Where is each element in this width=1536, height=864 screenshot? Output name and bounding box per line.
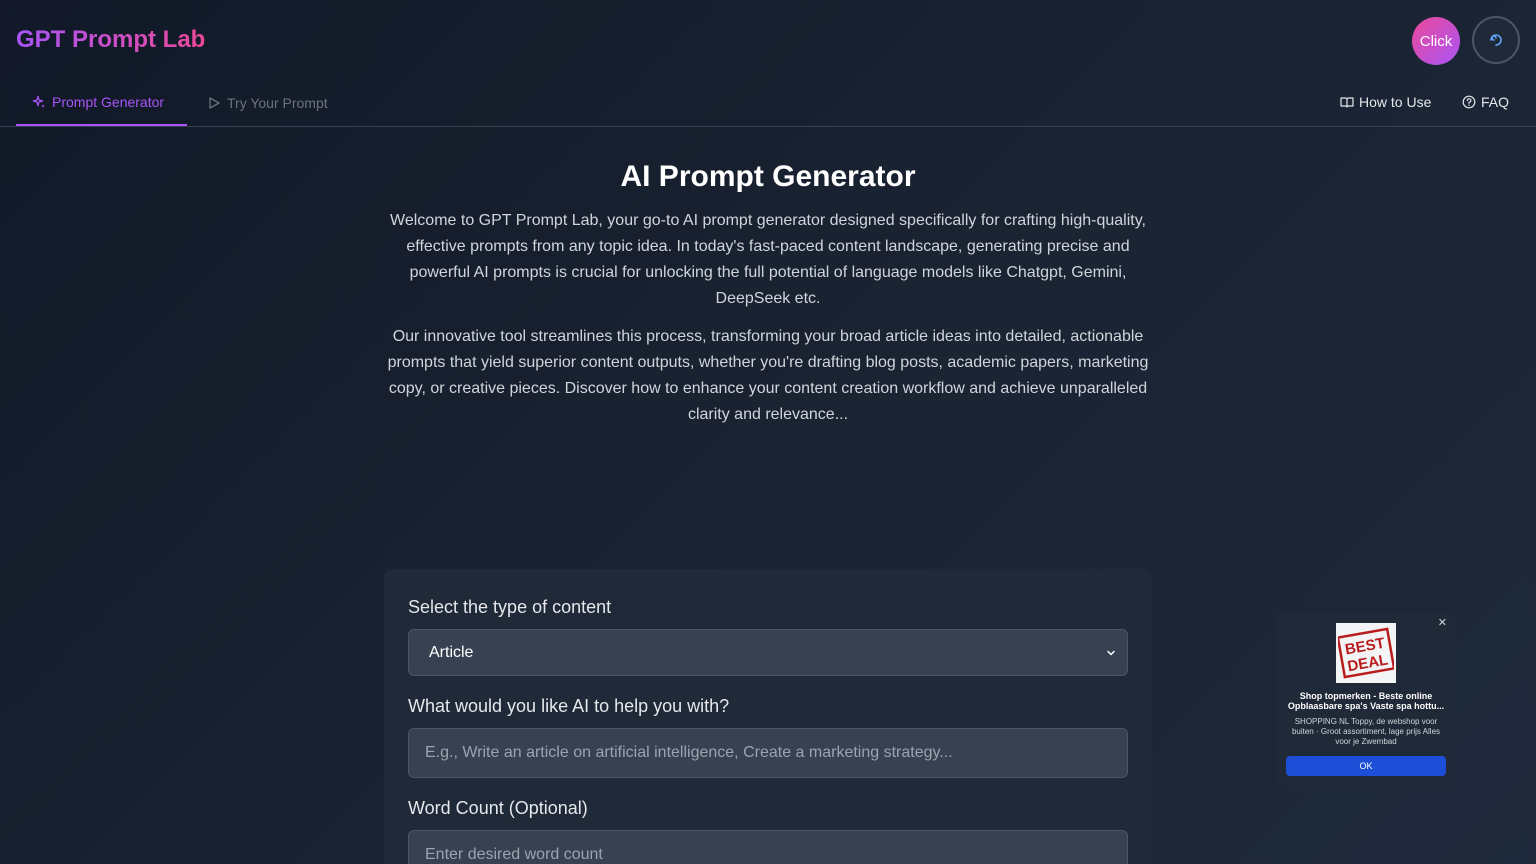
description-paragraph: Our innovative tool streamlines this process, transforming your broad article ideas into detailed, actionable prompts that yield superior content outputs, whether you're drafting blog posts, academic papers, marketing copy, or creative pieces. Discover how to enhance your content creation workflow and achieve unparalleled clarity and relevance... [387,328,1149,423]
ad-title: Shop topmerken - Beste online Opblaasbare spa's Vaste spa hottu... [1287,691,1445,711]
tab-label: Try Your Prompt [227,95,328,111]
tab-bar [0,80,1536,127]
content-type-select[interactable] [408,629,1128,676]
word-count-label: Word Count (Optional) [408,798,588,818]
close-icon[interactable]: ✕ [1437,617,1447,629]
help-circle-icon [1462,95,1476,109]
sparkles-icon [32,95,46,109]
play-icon [207,96,221,110]
best-deal-image [1336,623,1396,683]
tab-prompt-generator[interactable] [16,80,187,126]
hero-section [384,160,1152,440]
prompt-form-card [384,569,1152,864]
refresh-button[interactable] [1472,16,1520,64]
badge-line-1: BEST [1343,634,1387,659]
best-deal-stamp [1338,625,1394,681]
app-logo[interactable]: GPT Prompt Lab [16,26,206,53]
faq-link[interactable] [1462,94,1509,110]
refresh-icon [1488,32,1504,48]
badge-line-2: DEAL [1346,651,1390,676]
how-to-use-label: How to Use [1359,94,1432,110]
how-to-use-link[interactable] [1340,94,1431,110]
book-icon [1340,95,1354,109]
click-button[interactable]: Click [1412,17,1460,65]
faq-label: FAQ [1481,94,1510,110]
help-input[interactable] [408,728,1128,778]
ad-description: SHOPPING NL Toppy, de webshop voor buiten · Groot assortiment, lage prijs Alles voor je Zwembad [1291,717,1441,746]
tab-try-your-prompt[interactable] [191,80,344,126]
content-type-label: Select the type of content [408,597,612,617]
ad-ok-button[interactable]: OK [1286,756,1446,776]
chevron-down-icon [1105,647,1117,659]
intro-paragraph: Welcome to GPT Prompt Lab, your go-to AI prompt generator designed specifically for crafting high-quality, effective prompts from any topic idea. In today's fast-paced content landscape, generating precise and powerful AI prompts is crucial for unlocking the full potential of language models like Chatgpt, Gemini, DeepSeek etc. [390,212,1146,307]
ad-popup[interactable] [1277,613,1455,786]
tab-label: Prompt Generator [52,94,165,110]
content-type-value: Article [429,643,474,661]
word-count-input[interactable] [408,830,1128,864]
help-label: What would you like AI to help you with? [408,696,730,716]
page-title: AI Prompt Generator [620,160,916,193]
top-header [0,0,1536,80]
